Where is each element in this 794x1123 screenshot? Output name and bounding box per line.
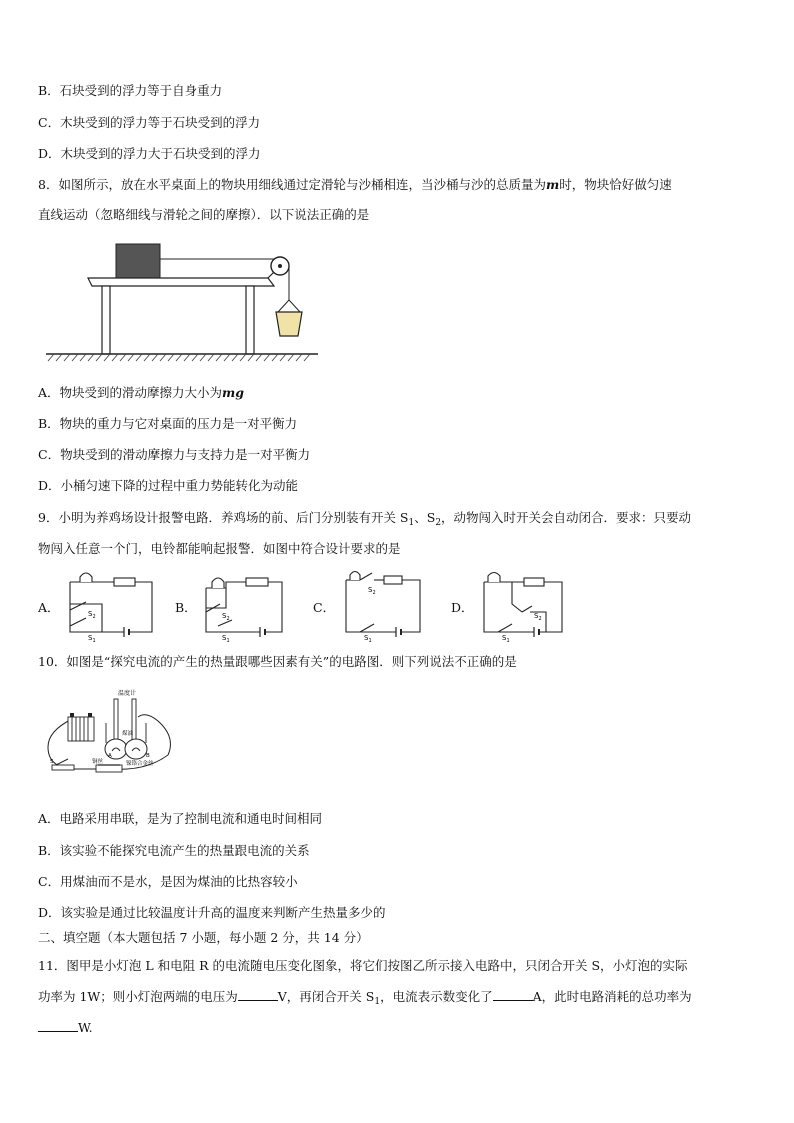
svg-text:S1: $S_1$ — [88, 634, 96, 644]
switch — [52, 765, 74, 770]
q11-blank-1[interactable] — [238, 988, 278, 1001]
svg-text:S1: $S_1$ — [222, 634, 230, 644]
q8-option-a: A．物块受到的滑动摩擦力大小为mg — [38, 385, 244, 400]
svg-text:S2: $S_2$ — [88, 610, 96, 620]
q10-option-a: A．电路采用串联，是为了控制电流和通电时间相同 — [38, 811, 323, 826]
q7-option-d: D．木块受到的浮力大于石块受到的浮力 — [38, 146, 261, 161]
q8-option-b: B．物块的重力与它对桌面的压力是一对平衡力 — [38, 416, 298, 431]
label-thermometer: 温度计 — [118, 690, 137, 697]
bell — [488, 573, 500, 583]
resistor — [384, 576, 402, 584]
bell — [80, 573, 92, 582]
q11-blank-3[interactable] — [38, 1019, 78, 1032]
svg-text:S2: $S_2$ — [368, 586, 376, 596]
label-b: B — [146, 753, 150, 759]
bell — [350, 572, 360, 581]
battery — [68, 717, 94, 741]
q8-option-d: D．小桶匀速下降的过程中重力势能转化为动能 — [38, 478, 299, 493]
q8-stem-line2: 直线运动（忽略细线与滑轮之间的摩擦）．以下说法正确的是 — [38, 207, 370, 222]
label-s: S — [50, 759, 54, 765]
label-nichrome: 镍铬合金丝 — [126, 761, 154, 767]
q8-option-c: C．物块受到的滑动摩擦力与支持力是一对平衡力 — [38, 447, 311, 462]
flask-b — [125, 739, 147, 759]
rheostat — [96, 765, 122, 772]
q9-circuit-b — [198, 568, 293, 644]
svg-text:S1: $S_1$ — [502, 634, 510, 644]
label-copper: 铜丝 — [92, 759, 104, 765]
label-kerosene: 煤油 — [122, 731, 134, 737]
q9-stem-line1: 9．小明为养鸡场设计报警电路．养鸡场的前、后门分别装有开关 $S_1$、$S_2$，动物闯入时开关会自动闭合．要求：只要动 — [38, 510, 692, 528]
q7-option-b: B．石块受到的浮力等于自身重力 — [38, 83, 223, 98]
svg-text:S2: $S_2$ — [534, 612, 542, 622]
q7-option-c: C．木块受到的浮力等于石块受到的浮力 — [38, 115, 261, 130]
q10-figure — [42, 683, 180, 779]
q8-figure — [40, 240, 330, 365]
q11-line2: 功率为 1W；则小灯泡两端的电压为 V，再闭合开关 $S_1$，电流表示数变化了 A，此时电路消耗的总功率为 — [38, 989, 692, 1007]
tabletop — [88, 278, 274, 286]
section2-heading: 二、填空题（本大题包括 7 小题，每小题 2 分，共 14 分） — [38, 930, 369, 945]
q9-circuit-a — [62, 568, 157, 644]
resistor — [524, 578, 544, 586]
q10-option-c: C．用煤油而不是水，是因为煤油的比热容较小 — [38, 874, 298, 889]
svg-text:S1: $S_1$ — [364, 634, 372, 644]
q9-circuit-c — [338, 568, 433, 644]
q9-stem-line2: 物闯入任意一个门，电铃都能响起报警．如图中符合设计要求的是 — [38, 541, 401, 556]
svg-text:S2: $S_2$ — [222, 612, 230, 622]
q10-option-b: B．该实验不能探究电流产生的热量跟电流的关系 — [38, 843, 310, 858]
q11-blank-2[interactable] — [493, 988, 533, 1001]
q10-stem: 10．如图是“探究电流的产生的热量跟哪些因素有关”的电路图．则下列说法不正确的是 — [38, 654, 517, 669]
table-leg-right — [246, 286, 254, 354]
resistor — [246, 578, 268, 586]
q9-option-d-label: D． — [451, 600, 474, 615]
q11-line3: W. — [38, 1019, 93, 1037]
q9-circuit-d — [476, 568, 571, 644]
q9-option-c-label: C． — [313, 600, 336, 615]
q11-line1: 11．图甲是小灯泡 L 和电阻 R 的电流随电压变化图象，将它们按图乙所示接入电路中，只闭合开关 S，小灯泡的实际 — [38, 958, 688, 973]
q8-stem-line1: 8．如图所示，放在水平桌面上的物块用细线通过定滑轮与沙桶相连，当沙桶与沙的总质量为m时，物块恰好做匀速 — [38, 177, 672, 192]
sand-bucket — [276, 312, 302, 336]
resistor — [114, 578, 135, 586]
label-a: A — [108, 753, 112, 759]
table-leg-left — [102, 286, 110, 354]
q9-option-a-label: A． — [38, 600, 60, 615]
bell — [212, 578, 224, 588]
q10-option-d: D．该实验是通过比较温度计升高的温度来判断产生热量多少的 — [38, 905, 386, 920]
q9-option-b-label: B． — [175, 600, 197, 615]
block — [116, 244, 160, 278]
